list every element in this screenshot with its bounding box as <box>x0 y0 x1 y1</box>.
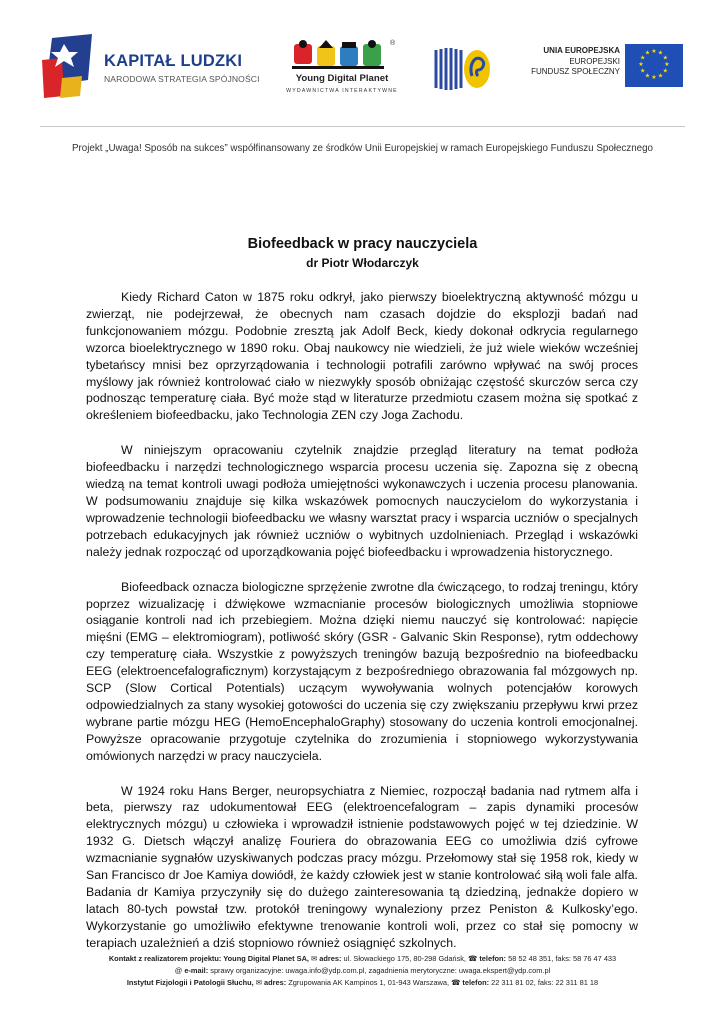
footer-institute-phone-label: telefon: <box>462 978 490 987</box>
ydp-name: Young Digital Planet <box>295 73 389 84</box>
svg-text:★: ★ <box>664 61 670 68</box>
kapital-ludzki-logo <box>42 30 260 102</box>
ydp-tagline: WYDAWNICTWA INTERAKTYWNE <box>286 88 398 94</box>
footer-contact-label: Kontakt z realizatorem projektu: Young Digital Planet SA, <box>108 954 309 963</box>
svg-text:★: ★ <box>662 67 668 75</box>
footer-line-institute <box>0 977 725 989</box>
kapital-ludzki-title: KAPITAŁ LUDZKI <box>104 52 243 70</box>
paragraph: Biofeedback oznacza biologiczne sprzężenie zwrotne dla ćwiczącego, to rodzaj treningu, który poprzez wizualizację i dźwiękowe wzmacnianie procesów biologicznych umożliwia stopniowe osiąganie kontroli nad ich przebiegiem. Można dzięki niemu nauczyć się kontrolować: napięcie mięśni (EMG – elektromiogram), potliwość skóry (GSR - Galvanic Skin Response), rytm oddechowy czy temperaturę ciała. Wszystkie z powyższych treningów bazują bezpośrednio na biofeedbacku EEG (elektroencefalograficznym) korzystającym z bezpośredniego obrazowania fal mózgowych np. SCP (Slow Cortical Potentials) uczącym wywoływania wolnych potencjałów korowych odpowiedzialnych za stany wysokiej gotowości do uczenia się czy zwiększaniu przepływu krwi przez wybrane partie mózgu HEG (HemoEncephaloGraphy) stosowany do uczenia kontroli emocjonalnej. Powyższe opracowanie przygotuje czytelnika do zrozumienia i stopniowego wykorzystywania omówionych narzędzi w pracy nauczyciela. <box>86 579 638 763</box>
kapital-ludzki-emblem <box>42 30 98 100</box>
kapital-ludzki-subtitle: NARODOWA STRATEGIA SPÓJNOŚCI <box>104 74 260 84</box>
envelope-icon: ✉ <box>311 954 318 963</box>
eu-line-3: FUNDUSZ SPOŁECZNY <box>531 67 620 76</box>
document-author: dr Piotr Włodarczyk <box>306 256 419 270</box>
footer-institute-phone: 22 311 81 02, faks: 22 311 81 18 <box>491 978 599 987</box>
document-title: Biofeedback w pracy nauczyciela <box>247 236 478 252</box>
paragraph: W niniejszym opracowaniu czytelnik znajdzie przegląd literatury na temat podłoża biofeedbacku i narzędzi technologicznego wsparcia procesu uczenia się. Zapozna się z obecną wiedzą na temat kontroli uwagi podłoża umiejętności wykonawczych i uczenia procesu planowania. W podsumowaniu znajduje się kilka wskazówek pomocnych nauczycielom do wykorzystania i wprowadzenie technologii biofeedbacku we własny warsztat pracy i wsparcia uczniów o specjalnych potrzebach edukacyjnych jak również uczniów o wybitnych uzdolnieniach. Przegląd i wskazówki należy jednak rozpocząć od uporządkowania pojęć biofeedbacku i wprowadzenia historycznego. <box>86 443 638 559</box>
phone-icon: ☎ <box>468 954 478 963</box>
footer-institute-address-label: adres: <box>264 978 287 987</box>
eu-fund-text <box>502 46 620 78</box>
footer-line-email <box>0 965 725 977</box>
eu-line-1: UNIA EUROPEJSKA <box>543 46 620 55</box>
header-logos <box>0 0 725 130</box>
young-digital-planet-logo <box>282 40 402 96</box>
ear-institute-logo-icon <box>432 44 494 94</box>
footer-email-label: e-mail: <box>184 966 209 975</box>
document-body <box>86 289 638 952</box>
svg-text:★: ★ <box>651 74 657 81</box>
footer-address: ul. Słowackiego 175, 80-298 Gdańsk, <box>343 954 466 963</box>
svg-text:★: ★ <box>657 49 664 57</box>
svg-text:★: ★ <box>644 49 651 57</box>
ydp-figures-icon <box>290 40 394 72</box>
eu-flag-icon <box>625 44 683 87</box>
footer-institute-label: Instytut Fizjologii i Patologii Słuchu, <box>126 978 254 987</box>
svg-text:★: ★ <box>644 72 651 80</box>
footer-institute-address: Zgrupowania AK Kampinos 1, 01-943 Warszawa, <box>288 978 450 987</box>
paragraph: W 1924 roku Hans Berger, neuropsychiatra z Niemiec, rozpoczął badania nad rytmem alfa i beta, pierwszy raz udokumentował EEG (elektroencefalogram – zapis dynamiki procesów elektrycznych mózgu) u człowieka i wprowadził istnienie podstawowych pojęć w tej dziedzinie. W 1932 G. Dietsch włączył analizę Fouriera do obrazowania EEG co umożliwia dziś cyfrowe wzmacnianie sygnałów uzyskiwanych podczas pracy mózgu. Przełomowy stał się 1958 rok, kiedy w San Francisco dr Joe Kamiya dowiódł, że każdy człowiek jest w stanie kontrolować siłą woli fale alfa. Badania dr Kamiya przyczyniły się do dużego zainteresowania tą dziedziną, jednakże dopiero w latach 80-tych powstał tzw. protokół treningowy wynaleziony przez Peniston & Kulkosky’ego. Wykorzystanie go umożliwiło efektywne trenowanie kontroli woli, przez co stał się pomocny w terapiach uzależnień a dziś stopniowo również osiągnięć szkolnych. <box>86 783 638 950</box>
header-divider <box>40 126 685 127</box>
svg-text:★: ★ <box>662 54 668 62</box>
svg-text:★: ★ <box>640 67 646 75</box>
footer-line-contact <box>0 953 725 965</box>
svg-text:★: ★ <box>640 54 646 62</box>
eu-line-2: EUROPEJSKI <box>569 56 620 66</box>
footer-phone-label: telefon: <box>479 954 507 963</box>
phone-icon: ☎ <box>451 978 461 987</box>
page-footer <box>0 953 725 989</box>
at-icon: @ <box>174 966 183 975</box>
footer-phone: 58 52 48 351, faks: 58 76 47 433 <box>508 954 617 963</box>
svg-text:★: ★ <box>638 61 644 68</box>
svg-text:★: ★ <box>657 72 664 80</box>
registered-mark: ® <box>390 40 396 47</box>
project-funding-line: Projekt „Uwaga! Sposób na sukces” współfinansowany ze środków Unii Europejskiej w ramach Europejskiego Funduszu Społecznego <box>71 143 654 154</box>
envelope-icon: ✉ <box>255 978 262 987</box>
footer-email: sprawy organizacyjne: uwaga.info@ydp.com.pl, zagadnienia merytoryczne: uwaga.ekspert@ydp.com.pl <box>210 966 551 975</box>
svg-text:★: ★ <box>651 48 657 55</box>
paragraph: Kiedy Richard Caton w 1875 roku odkrył, jako pierwszy bioelektryczną aktywność mózgu u zwierząt, nie podejrzewał, że obecnych nam czasach dojdzie do eksplozji badań nad funkcjonowaniem mózgu. Podobnie zresztą jak Adolf Beck, kiedy dokonał odkrycia regularnego wzorca bioelektrycznego w 1890 roku. Obaj naukowcy nie wiedzieli, że już wiele wieków wcześniej tybetańscy mnisi bez oprzyrządowania i technologii potrafili zarówno wpływać na swój proces myślowy jak również kontrolować ciało w niezwykły sposób obniżając częstość skurczów serca czy podnosząc temperaturę ciała. Być może stąd w literaturze przedmiotu czasem można się spotkać z określeniem biofeedbacku, jako Technologia ZEN czy Joga Zachodu. <box>86 290 638 423</box>
footer-address-label: adres: <box>319 954 342 963</box>
